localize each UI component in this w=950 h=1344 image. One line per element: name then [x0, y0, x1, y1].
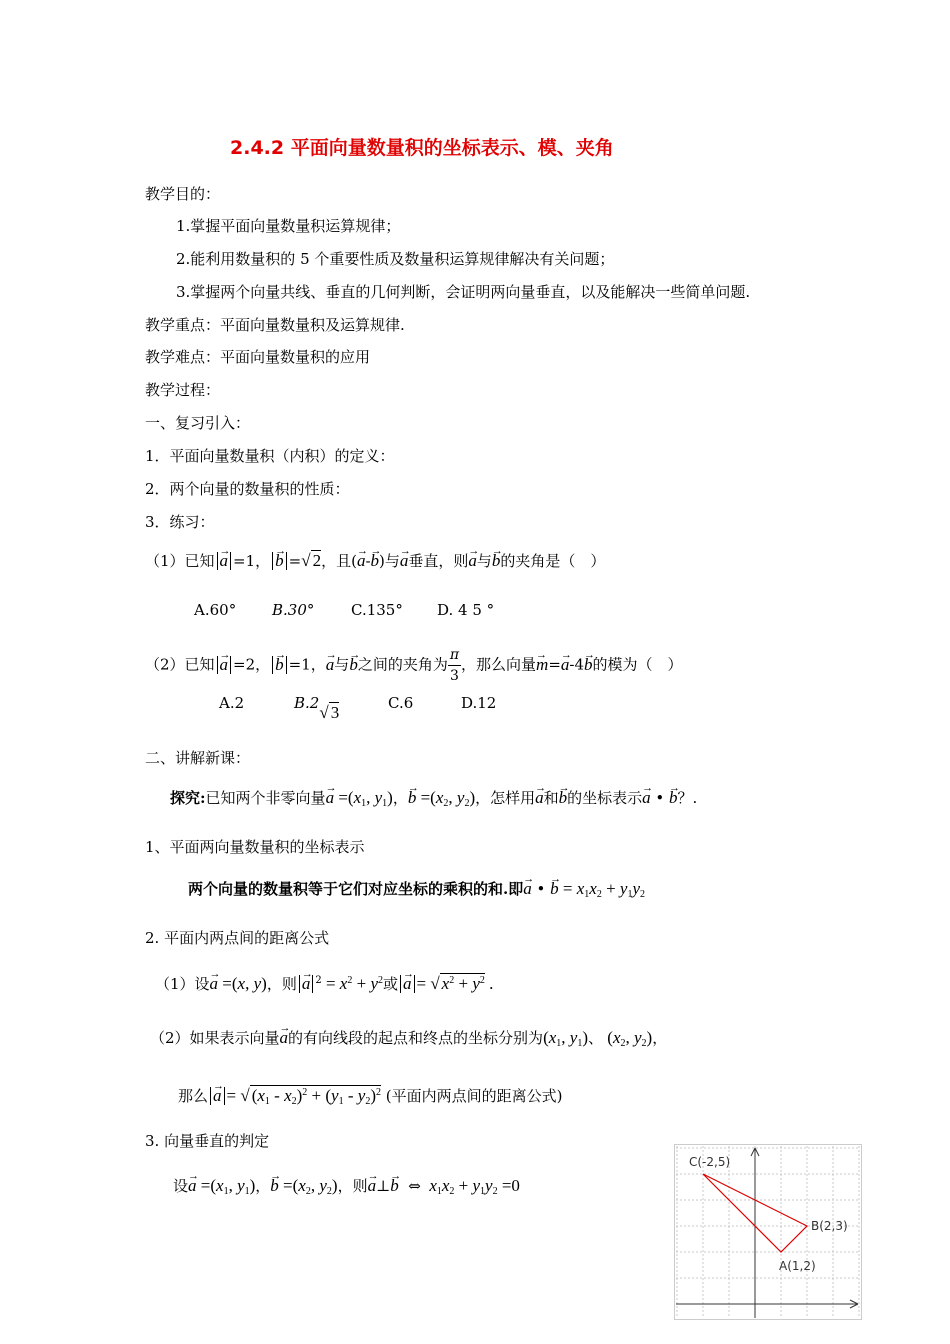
key-point: 教学重点：平面向量数量积及运算规律. [145, 316, 405, 334]
exercise-1: （1）已知→ a =1，→ b =√ 2，且(→ a-→ b)与→ a垂直，则→ a与→ b的夹角是（ ） [145, 545, 605, 571]
perpendicular-criterion: 设→ $a =(x_1$, $y_1$)，→ $b =(x_2$, $y_2$)，则→ a⊥→ b ⇔ $x_1x_2 + y_1y_2 =0$ [173, 1170, 520, 1202]
exercise-1-option-d: D. 4 5 ° [437, 601, 495, 619]
goal-3: 3.掌握两个向量共线、垂直的几何判断，会证明两向量垂直，以及能解决一些简单问题. [176, 283, 751, 301]
exercise-2-option-a: A.2 [219, 694, 245, 712]
point-label: A(1,2) [779, 1259, 816, 1273]
section-1-heading: 一、复习引入： [145, 414, 251, 432]
modulus-formula: （1）设→ a =(x, y)，则→ a $^2 = x^2 + y^2$或→ a = √ $x^2 + y^2$ . [155, 968, 493, 994]
goal-1: 1.掌握平面向量数量积运算规律； [176, 217, 401, 235]
exercise-1-option-b: B.30° [272, 601, 315, 619]
difficulty: 教学难点：平面向量数量积的应用 [145, 348, 371, 366]
goals-heading: 教学目的： [145, 185, 221, 203]
distance-formula: 那么→ a = √ $(x_1 - x_2)^2 + (y_1 - y_2)^2$ (平面内两点间的距离公式) [178, 1080, 562, 1112]
goal-2: 2.能利用数量积的 5 个重要性质及数量积运算规律解决有关问题； [176, 250, 615, 268]
point-label: B(2,3) [811, 1219, 848, 1233]
process-heading: 教学过程： [145, 381, 221, 399]
point-label: C(-2,5) [689, 1155, 731, 1169]
item-1: 1．平面向量数量积（内积）的定义： [145, 447, 395, 465]
vector-b: → b [275, 545, 284, 571]
dot-product-formula: 两个向量的数量积等于它们对应坐标的乘积的和.即→ a • → $b = x_1x_2 + y_1y_2$ [188, 873, 645, 905]
exercise-1-option-a: A.60° [194, 601, 237, 619]
exercise-1-option-c: C.135° [351, 601, 403, 619]
coordinate-figure [674, 1144, 864, 1320]
segment-endpoints: （2）如果表示向量→ a的有向线段的起点和终点的坐标分别为($x_1$, $y_1$)、 ($x_2$, $y_2$)， [150, 1022, 667, 1054]
vector-a: → a [220, 545, 229, 571]
point-2-heading: 2. 平面内两点间的距离公式 [145, 929, 330, 947]
item-3: 3．练习： [145, 513, 215, 531]
exercise-2-option-b: B.2√ 3 [294, 694, 340, 722]
exercise-2-option-d: D.12 [461, 694, 497, 712]
exercise-2-option-c: C.6 [388, 694, 414, 712]
fraction-pi-over-3: $\frac{\pi}{3}$ [449, 647, 460, 684]
section-2-heading: 二、讲解新课： [145, 749, 251, 767]
point-1-heading: 1、平面两向量数量积的坐标表示 [145, 838, 365, 856]
page-title: 2.4.2 平面向量数量积的坐标表示、模、夹角 [230, 137, 614, 159]
exercise-2: （2）已知→ a =2，→ b =1，→ a与→ b之间的夹角为 $\frac{\pi}{3}$ ，那么向量→ m=→ a-4→ b的模为（ ） [145, 645, 683, 686]
explore-line: 探究:已知两个非零向量→ $a =(x_1$, $y_1$)，→ $b =(x_2$, $y_2$)，怎样用→ a和→ b的坐标表示→ a • → b？. [170, 782, 697, 814]
point-3-heading: 3. 向量垂直的判定 [145, 1132, 270, 1150]
vector-m: → m [536, 649, 548, 675]
item-2: 2．两个向量的数量积的性质： [145, 480, 350, 498]
